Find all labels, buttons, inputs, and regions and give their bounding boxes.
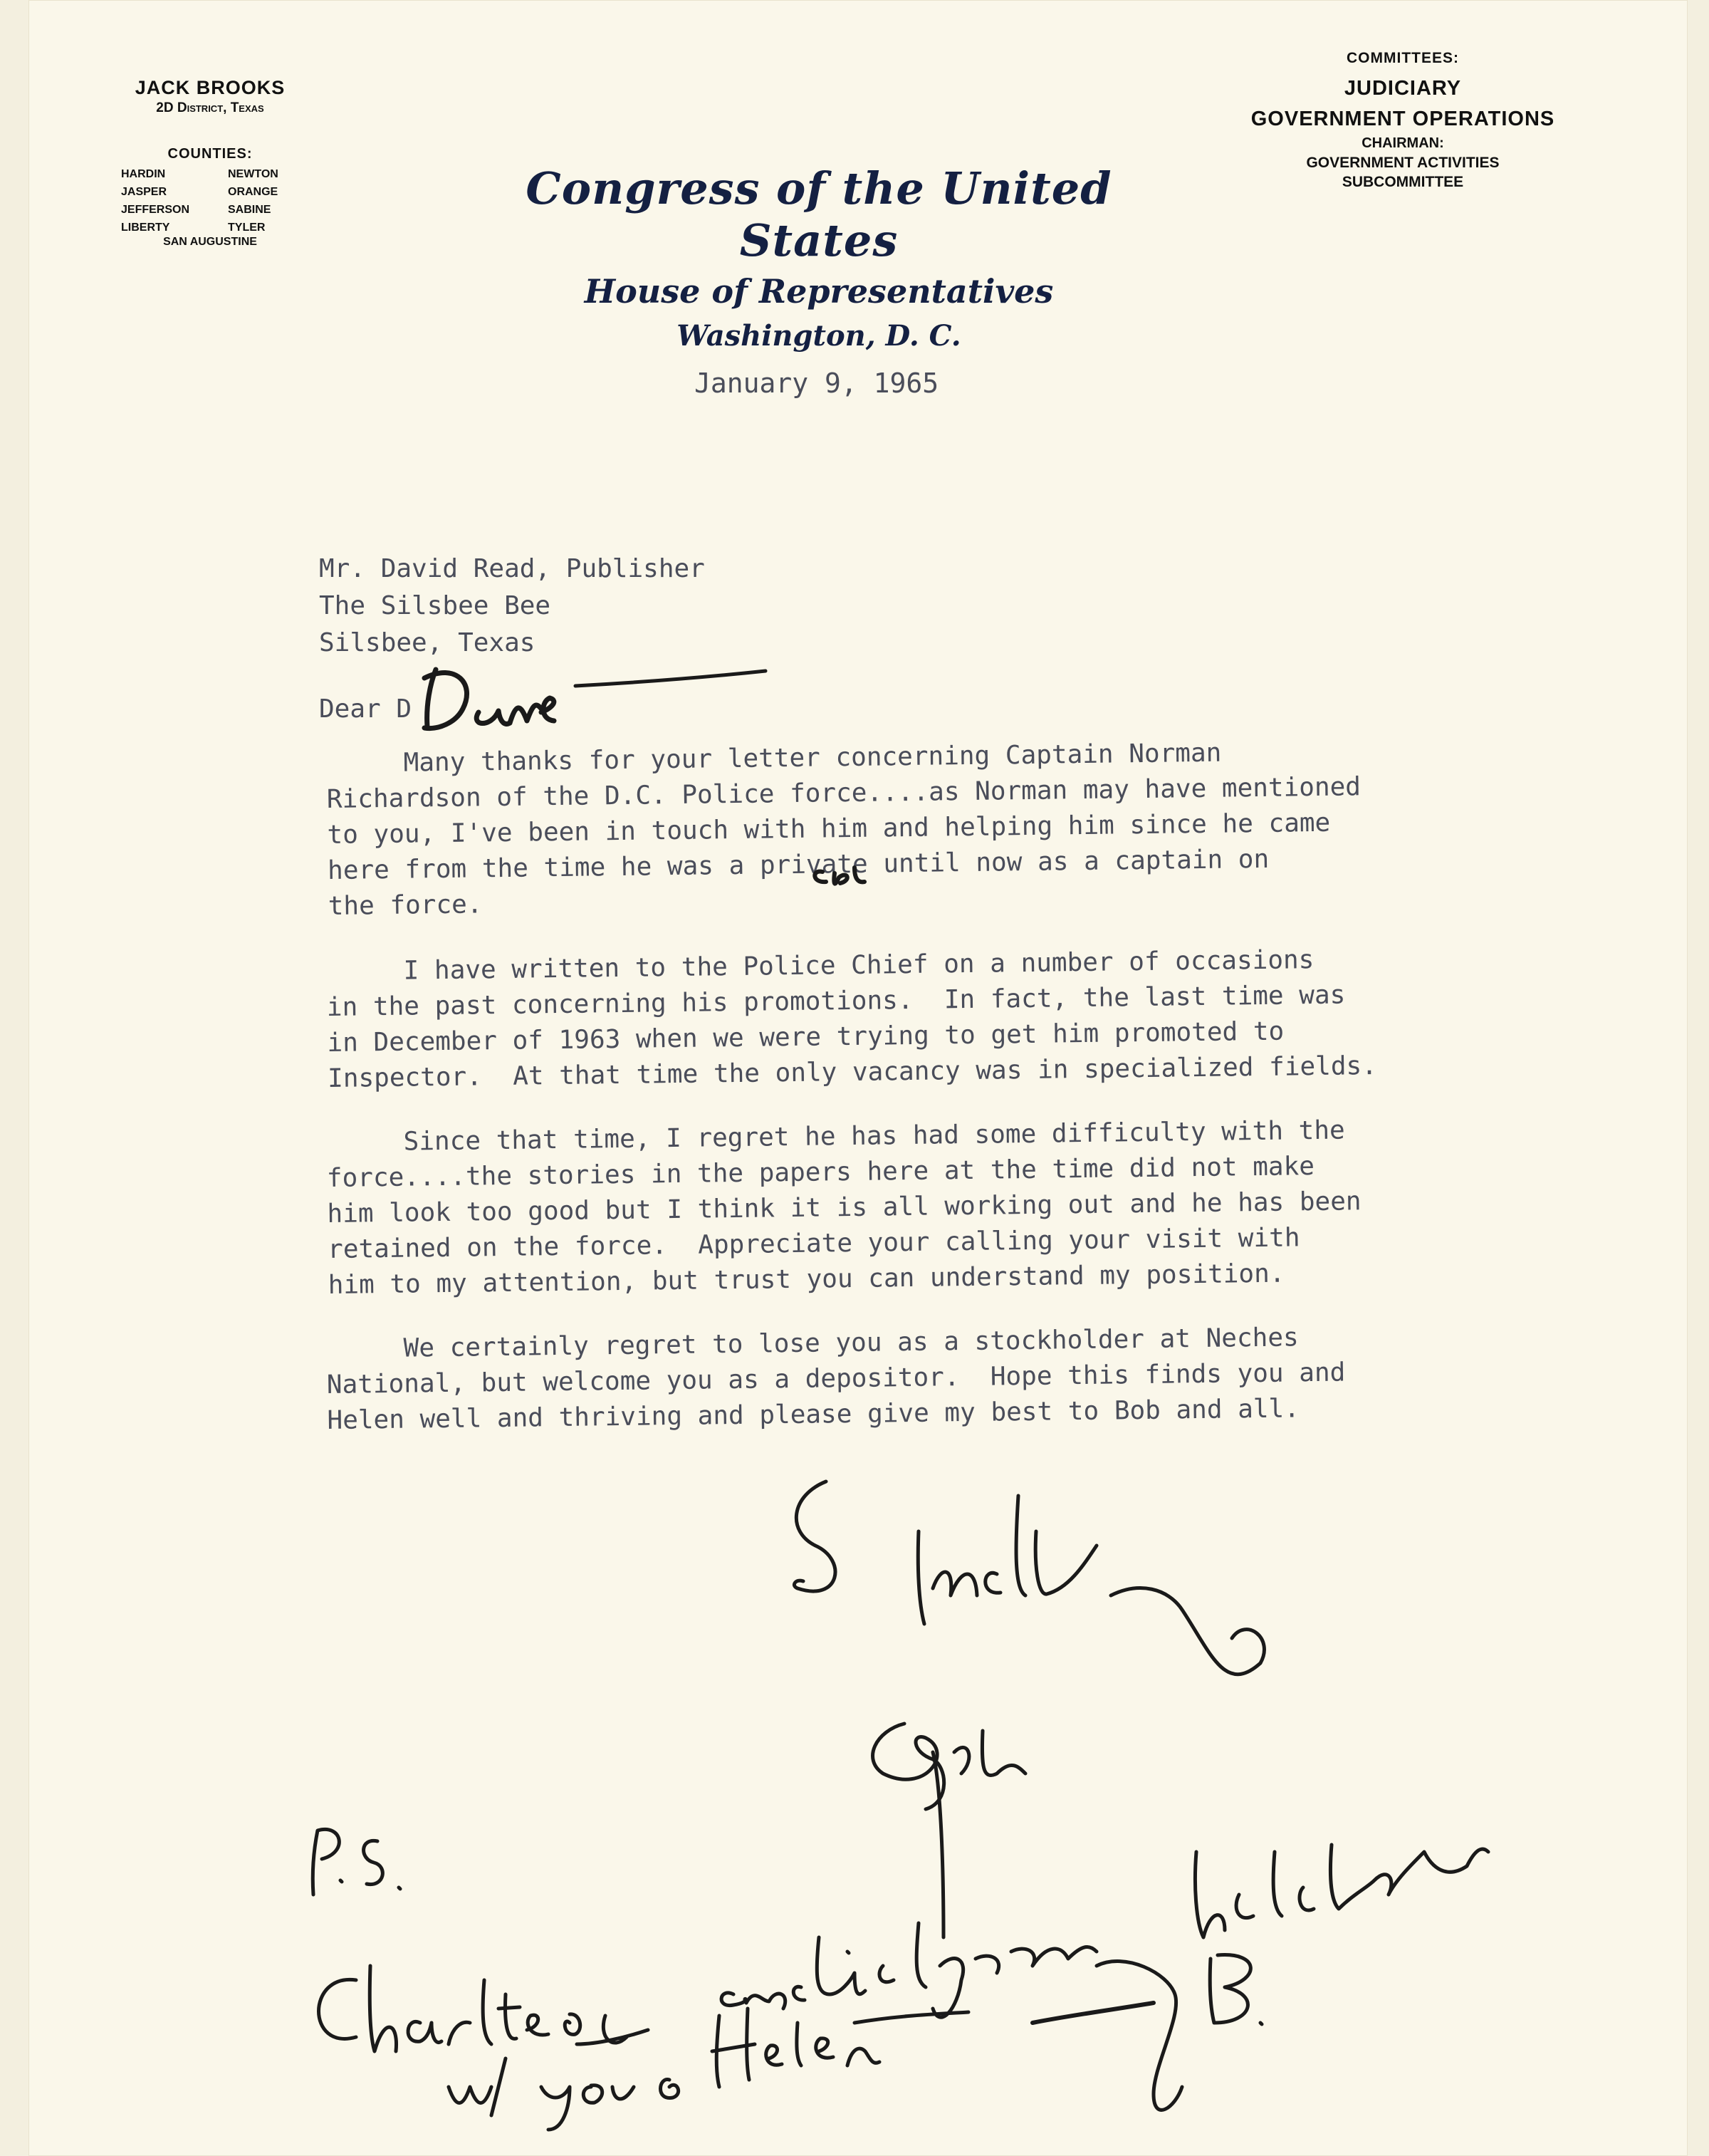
paragraph-line: Helen well and thriving and please give my best to Bob and all.	[327, 1394, 1300, 1435]
member-name: JACK BROOKS	[135, 77, 286, 98]
body-paragraph	[326, 939, 1538, 1097]
letterhead-member-block	[114, 77, 306, 248]
paragraph-line: him to my attention, but trust you can understand my position.	[328, 1259, 1285, 1300]
counties-label: COUNTIES:	[167, 146, 253, 162]
body-paragraph	[326, 1110, 1539, 1303]
letterhead-city: Washington, D. C.	[676, 319, 961, 353]
chairman-subcommittee	[1196, 153, 1609, 192]
committee-government-operations: GOVERNMENT OPERATIONS	[1250, 108, 1555, 130]
paragraph-line: in the past concerning his promotions. In fact, the last time was	[326, 980, 1346, 1022]
paragraph-line: Inspector. At that time the only vacancy was in specialized fields.	[327, 1051, 1378, 1093]
subcommittee-line: GOVERNMENT ACTIVITIES	[1306, 155, 1500, 171]
paragraph-line: him look too good but I think it is all working out and he has been	[327, 1187, 1362, 1229]
committees-label: COMMITTEES:	[1347, 50, 1459, 66]
member-district: 2D District, Texas	[156, 100, 264, 115]
county-item: TYLER	[228, 222, 266, 234]
counties-column-left	[121, 165, 189, 236]
county-item: ORANGE	[228, 186, 278, 198]
address-line: Silsbee, Texas	[319, 628, 535, 657]
county-item: JASPER	[121, 186, 167, 198]
committee-judiciary: JUDICIARY	[1344, 77, 1462, 100]
counties-column-right	[228, 165, 278, 236]
paragraph-line: retained on the force. Appreciate your calling your visit with	[327, 1223, 1300, 1264]
address-line: The Silsbee Bee	[319, 591, 551, 620]
address-line: Mr. David Read, Publisher	[319, 554, 705, 583]
paragraph-line: I have written to the Police Chief on a number of occasions	[326, 945, 1315, 986]
subcommittee-line: SUBCOMMITTEE	[1342, 174, 1464, 190]
chairman-label: CHAIRMAN:	[1362, 135, 1444, 151]
county-item: JEFFERSON	[121, 204, 190, 216]
county-item: NEWTON	[228, 168, 278, 180]
paragraph-line: in December of 1963 when we were trying to get him promoted to	[327, 1016, 1285, 1058]
letterhead-congress: Congress of the United States	[526, 162, 1112, 266]
county-item: SABINE	[228, 204, 271, 216]
paragraph-line: force....the stories in the papers here at the time did not make	[326, 1152, 1315, 1193]
salutation: Dear D	[319, 694, 412, 724]
paragraph-line: to you, I've been in touch with him and helping him since he came	[327, 808, 1331, 850]
paragraph-line: Since that time, I regret he has had some difficulty with the	[326, 1115, 1345, 1157]
county-item: HARDIN	[121, 168, 166, 180]
letterhead-title-block	[463, 162, 1175, 353]
recipient-address	[319, 551, 705, 662]
letter-date: January 9, 1965	[694, 368, 939, 399]
paragraph-line: Richardson of the D.C. Police force....as Norman may have mentioned	[326, 772, 1362, 814]
paragraph-line: National, but welcome you as a depositor. Hope this finds you and	[326, 1358, 1346, 1400]
paragraph-line: Many thanks for your letter concerning Captain Norman	[326, 738, 1222, 778]
counties-list	[114, 165, 306, 248]
letterhead-house: House of Representatives	[584, 272, 1054, 311]
body-paragraph	[326, 731, 1539, 925]
paragraph-line: We certainly regret to lose you as a stockholder at Neches	[326, 1323, 1299, 1364]
body-paragraph	[326, 1317, 1538, 1439]
paragraph-line: here from the time he was a private until now as a captain on	[327, 844, 1270, 885]
paragraph-line: the force.	[328, 890, 483, 921]
county-item: SAN AUGUSTINE	[163, 236, 257, 248]
letterhead-committees-block	[1196, 50, 1609, 192]
county-item: LIBERTY	[121, 222, 170, 234]
